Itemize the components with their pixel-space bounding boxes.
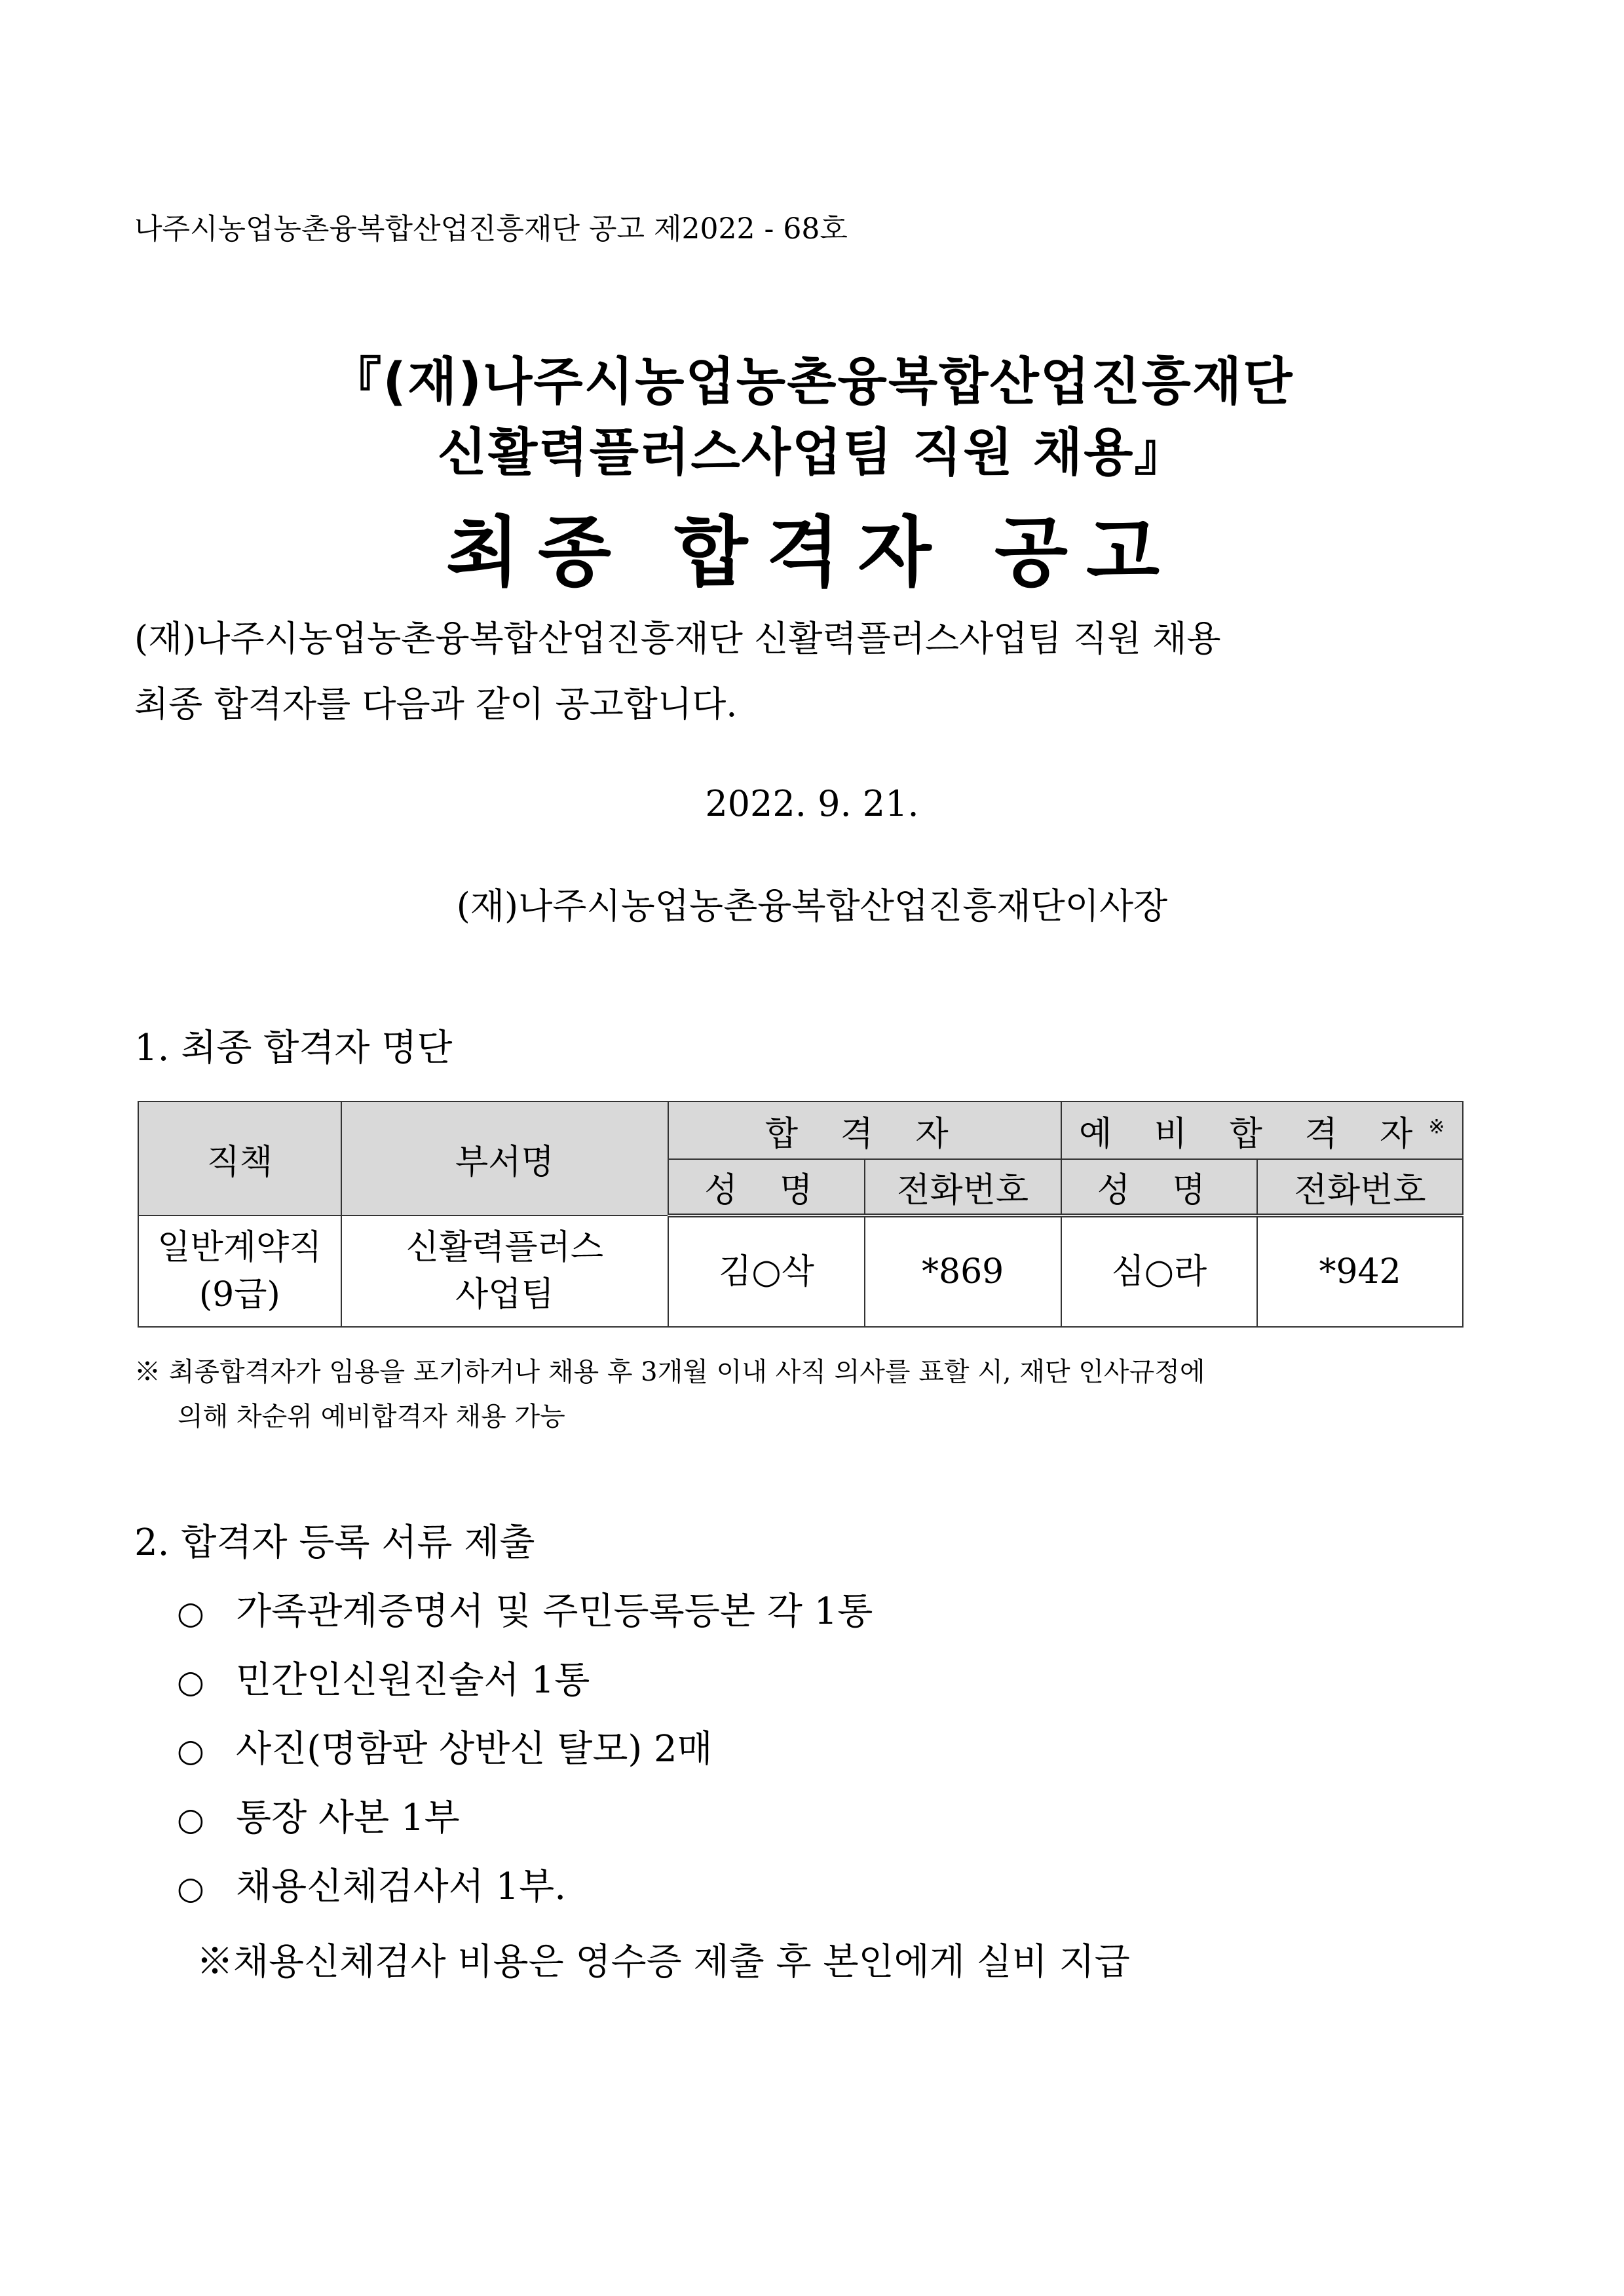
issuer: (재)나주시농업농촌융복합산업진흥재단이사장 (456, 885, 1168, 927)
title-line-2: 신활력플러스사업팀 직원 채용』 (437, 423, 1187, 482)
list-item-text: 통장 사본 1부 (236, 1797, 460, 1839)
circle-bullet-icon: ○ (177, 1801, 204, 1838)
table-note (134, 1350, 1205, 1439)
cell-department (341, 1215, 668, 1327)
list-item (177, 1858, 566, 1910)
list-item-text: 채용신체검사서 1부. (236, 1866, 566, 1908)
list-item (177, 1651, 590, 1704)
header-passed-phone: 전화번호 (865, 1159, 1061, 1215)
header-department: 부서명 (341, 1101, 668, 1215)
header-reserve-group (1061, 1101, 1463, 1159)
list-item-text: 민간인신원진술서 1통 (236, 1659, 590, 1702)
circle-bullet-icon: ○ (177, 1870, 204, 1907)
announcement-date: 2022. 9. 21. (705, 783, 919, 824)
header-passed-label: 합 격 자 (765, 1114, 964, 1154)
header-name-label: 성 명 (704, 1170, 829, 1210)
header-reserve-phone: 전화번호 (1257, 1159, 1463, 1215)
page-title: 최종 합격자 공고 (445, 508, 1179, 597)
table-header-row (138, 1101, 1463, 1159)
intro-line-1: (재)나주시농업농촌융복합산업진흥재단 신활력플러스사업팀 직원 채용 (134, 618, 1221, 659)
circle-bullet-icon: ○ (177, 1732, 204, 1769)
header-position: 직책 (138, 1101, 341, 1215)
section-2-title: 2. 합격자 등록 서류 제출 (134, 1521, 535, 1564)
list-item (177, 1789, 460, 1841)
table-row (138, 1215, 1463, 1327)
list-item-text: 사진(명함판 상반신 탈모) 2매 (236, 1728, 713, 1770)
department-line-1: 신활력플러스 (406, 1228, 604, 1267)
circle-bullet-icon: ○ (177, 1595, 204, 1632)
section-1-title: 1. 최종 합격자 명단 (134, 1027, 453, 1069)
department-line-2: 사업팀 (455, 1275, 554, 1314)
medical-exam-footnote: ※채용신체검사 비용은 영수증 제출 후 본인에게 실비 지급 (197, 1941, 1130, 1983)
cell-position (138, 1215, 341, 1327)
header-name-label: 성 명 (1097, 1170, 1221, 1210)
cell-reserve-phone: *942 (1257, 1215, 1463, 1327)
position-line-2: (9급) (198, 1275, 280, 1314)
cell-passed-phone: *869 (865, 1215, 1061, 1327)
document-number: 나주시농업농촌융복합산업진흥재단 공고 제2022 - 68호 (134, 212, 848, 246)
header-reserve-label: 예 비 합 격 자 (1079, 1114, 1429, 1154)
title-line-1: 『(재)나주시농업농촌융복합산업진흥재단 (330, 353, 1294, 411)
note-line-2: 의해 차순위 예비합격자 채용 가능 (178, 1402, 565, 1432)
cell-reserve-name: 심○라 (1061, 1215, 1258, 1327)
circle-bullet-icon: ○ (177, 1664, 204, 1700)
header-passed-name (668, 1159, 865, 1215)
cell-passed-name: 김○삭 (668, 1215, 865, 1327)
list-item (177, 1582, 873, 1635)
list-item-text: 가족관계증명서 및 주민등록등본 각 1통 (236, 1590, 873, 1633)
note-line-1: ※ 최종합격자가 임용을 포기하거나 채용 후 3개월 이내 사직 의사를 표할 시, 재단 인사규정에 (134, 1357, 1205, 1387)
header-reserve-name (1061, 1159, 1258, 1215)
reserve-note-mark: ※ (1428, 1115, 1445, 1139)
list-item (177, 1720, 713, 1772)
position-line-1: 일반계약직 (157, 1228, 322, 1267)
header-passed-group (668, 1101, 1061, 1159)
intro-paragraph (134, 606, 1464, 737)
intro-line-2: 최종 합격자를 다음과 같이 공고합니다. (134, 683, 738, 725)
final-candidates-table (138, 1101, 1463, 1328)
